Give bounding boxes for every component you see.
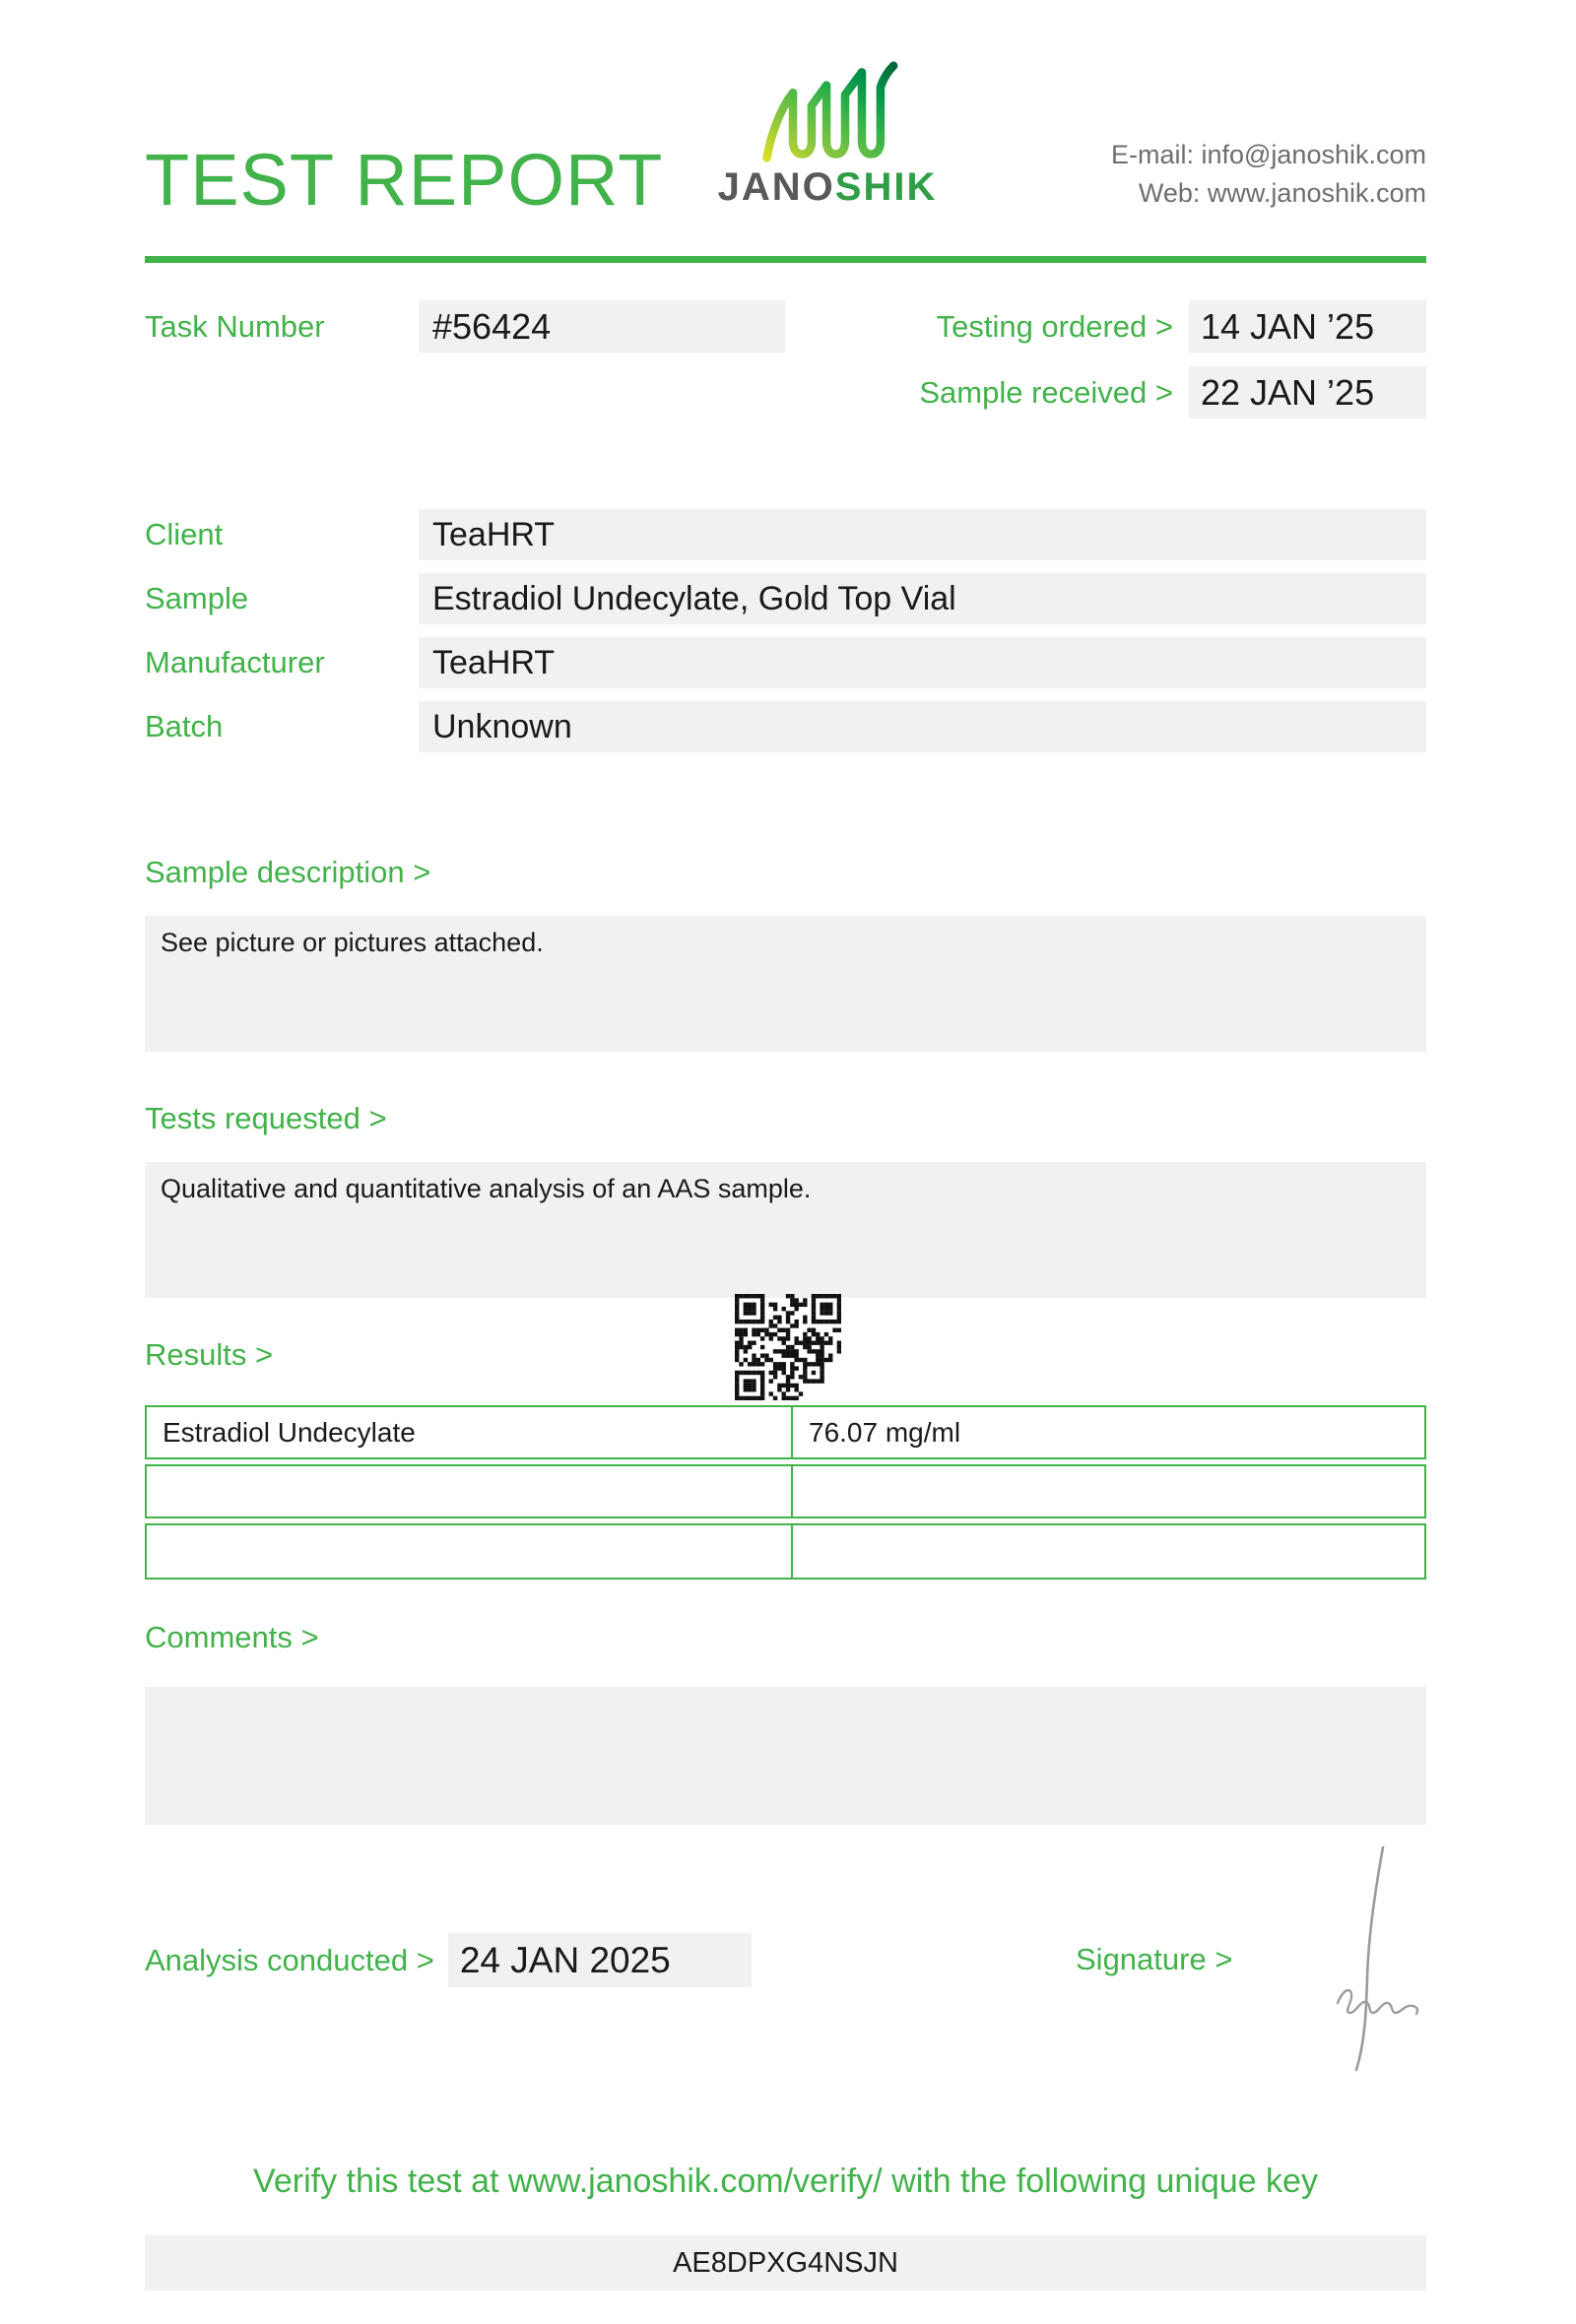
- unique-key: AE8DPXG4NSJN: [145, 2235, 1426, 2291]
- testing-ordered-value: 14 JAN ’25: [1189, 300, 1426, 353]
- logo-word-gray: JANO: [717, 165, 835, 209]
- sample-received-label: Sample received >: [919, 374, 1173, 410]
- contact-info: [1111, 136, 1426, 213]
- sample-label: Sample: [145, 581, 249, 615]
- analysis-conducted-value: 24 JAN 2025: [448, 1933, 752, 1987]
- comments-heading: Comments >: [145, 1620, 319, 1654]
- client-row: [145, 509, 1426, 560]
- task-number-value: #56424: [419, 300, 785, 353]
- tests-requested-box: Qualitative and quantitative analysis of an AAS sample.: [145, 1162, 1426, 1298]
- logo-wordmark: [690, 165, 965, 210]
- result-substance: Estradiol Undecylate: [147, 1407, 793, 1457]
- batch-value: Unknown: [419, 701, 1426, 752]
- result-value: [793, 1525, 1424, 1578]
- result-substance: [147, 1525, 793, 1578]
- contact-web: Web: www.janoshik.com: [1138, 178, 1426, 208]
- analysis-conducted-row: [145, 1933, 752, 1987]
- qr-code: [735, 1294, 841, 1400]
- analysis-conducted-label: Analysis conducted >: [145, 1942, 434, 1977]
- task-number-row: [145, 300, 785, 353]
- result-value: 76.07 mg/ml: [809, 1417, 961, 1448]
- testing-ordered-label: Testing ordered >: [936, 308, 1173, 344]
- sample-received-value: 22 JAN ’25: [1189, 366, 1426, 419]
- tests-requested-heading: Tests requested >: [145, 1101, 387, 1135]
- header-divider: [145, 256, 1426, 263]
- sample-description-heading: Sample description >: [145, 855, 431, 889]
- batch-label: Batch: [145, 709, 224, 743]
- testing-ordered-row: [937, 300, 1426, 353]
- results-table: [145, 1405, 1426, 1584]
- manufacturer-row: [145, 637, 1426, 688]
- logo-word-green: SHIK: [834, 165, 938, 209]
- client-value: TeaHRT: [419, 509, 1426, 560]
- client-label: Client: [145, 517, 224, 551]
- sample-received-row: [919, 366, 1426, 419]
- growth-chart-icon: [754, 61, 901, 163]
- page-title: TEST REPORT: [145, 139, 664, 221]
- task-number-label: Task Number: [145, 308, 325, 344]
- verify-instruction: Verify this test at www.janoshik.com/verify/ with the following unique key: [253, 2163, 1318, 2200]
- manufacturer-value: TeaHRT: [419, 637, 1426, 688]
- table-row: [145, 1464, 1426, 1518]
- contact-email: E-mail: info@janoshik.com: [1110, 140, 1426, 169]
- janoshik-logo: [690, 61, 965, 210]
- batch-row: [145, 701, 1426, 752]
- comments-box: [145, 1687, 1426, 1825]
- sample-value: Estradiol Undecylate, Gold Top Vial: [419, 573, 1426, 624]
- table-row: [145, 1523, 1426, 1580]
- table-row: [145, 1405, 1426, 1459]
- signature-label: Signature >: [1076, 1942, 1233, 1976]
- handwritten-signature: [1310, 1843, 1448, 2080]
- result-substance: [147, 1466, 793, 1517]
- results-heading: Results >: [145, 1337, 274, 1372]
- sample-row: [145, 573, 1426, 624]
- result-value: [793, 1466, 1424, 1517]
- manufacturer-label: Manufacturer: [145, 645, 325, 679]
- sample-description-box: See picture or pictures attached.: [145, 916, 1426, 1052]
